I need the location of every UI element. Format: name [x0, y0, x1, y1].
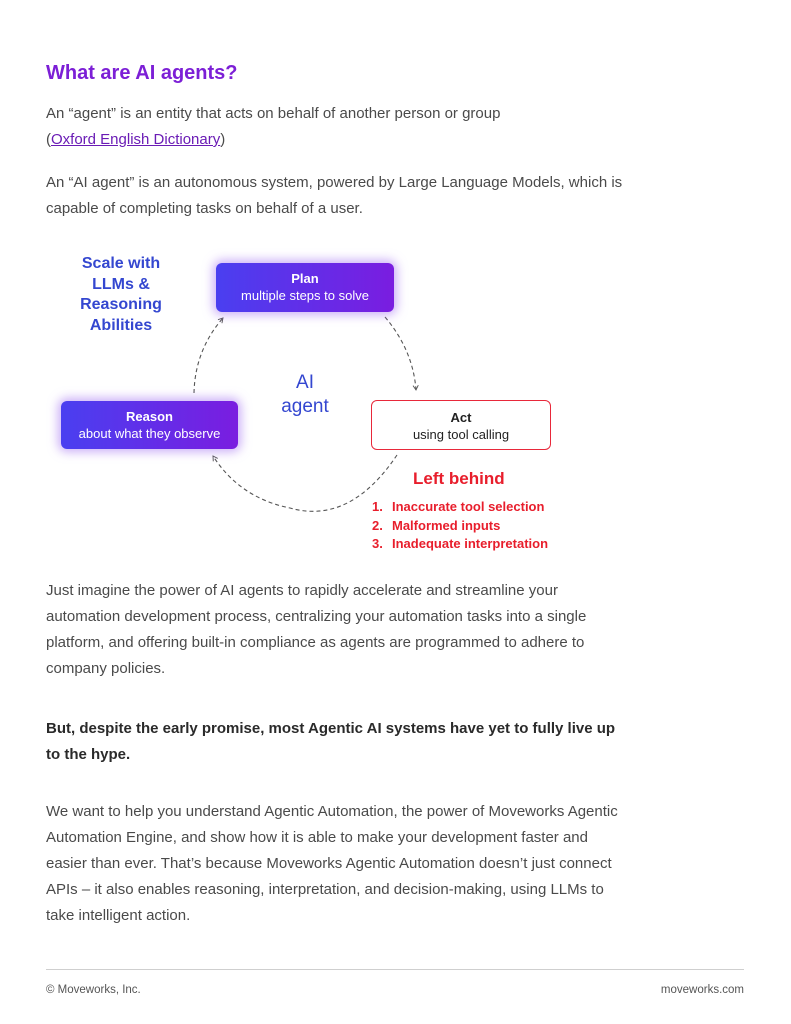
closing-paragraph: We want to help you understand Agentic Automation, the power of Moveworks Agentic Automation Engine, and show how it is able to make your development faster and easier than ever. That’s because Moveworks Agentic Automation doesn’t just connect APIs – it also enables reasoning, interpretation, and decision-making, using LLMs to take intelligent action. — [46, 803, 618, 924]
ai-agent-definition: An “AI agent” is an autonomous system, powered by Large Language Models, which is capable of completing tasks on behalf of a user. — [46, 174, 623, 217]
reason-box — [61, 401, 238, 449]
reason-subtitle: about what they observe — [78, 426, 221, 441]
footer-copyright: © Moveworks, Inc. — [46, 984, 141, 996]
list-item: 3. Inadequate interpretation — [372, 536, 549, 552]
scale-label: Scale with LLMs & Reasoning Abilities — [80, 255, 162, 334]
arc-act-to-reason — [213, 455, 397, 511]
act-subtitle: using tool calling — [412, 427, 510, 442]
plan-subtitle: multiple steps to solve — [241, 288, 369, 303]
ai-agent-diagram — [0, 240, 791, 560]
arc-reason-to-plan — [194, 318, 223, 393]
issues-list — [372, 498, 548, 554]
agent-definition-text: An “agent” is an entity that acts on behalf of another person or group — [46, 105, 501, 122]
agent-definition-paragraph: An “agent” is an entity that acts on behalf of another person or group (Oxford English Dictionary) — [46, 105, 501, 148]
bold-statement: But, despite the early promise, most Agentic AI systems have yet to fully live up to the hype. — [46, 720, 616, 763]
body-paragraph: Just imagine the power of AI agents to rapidly accelerate and streamline your automation development process, centralizing your automation tasks into a single platform, and offering built-in compliance as agents are programmed to adhere to company policies. — [46, 582, 587, 677]
act-title: Act — [450, 410, 472, 425]
list-item: 2. Malformed inputs — [372, 517, 501, 533]
arc-plan-to-act — [385, 317, 416, 390]
list-item: 1. Inaccurate tool selection — [372, 499, 545, 514]
oxford-dictionary-link[interactable]: Oxford English Dictionary — [51, 131, 221, 148]
act-box — [371, 400, 551, 450]
plan-box — [216, 263, 394, 312]
footer-site-link[interactable]: moveworks.com — [660, 984, 744, 996]
plan-title: Plan — [291, 271, 319, 286]
left-behind-heading: Left behind — [413, 469, 505, 488]
center-label: AI agent — [281, 372, 329, 417]
reason-title: Reason — [126, 409, 173, 424]
footer-divider — [46, 969, 744, 970]
page-heading: What are AI agents? — [46, 62, 238, 84]
